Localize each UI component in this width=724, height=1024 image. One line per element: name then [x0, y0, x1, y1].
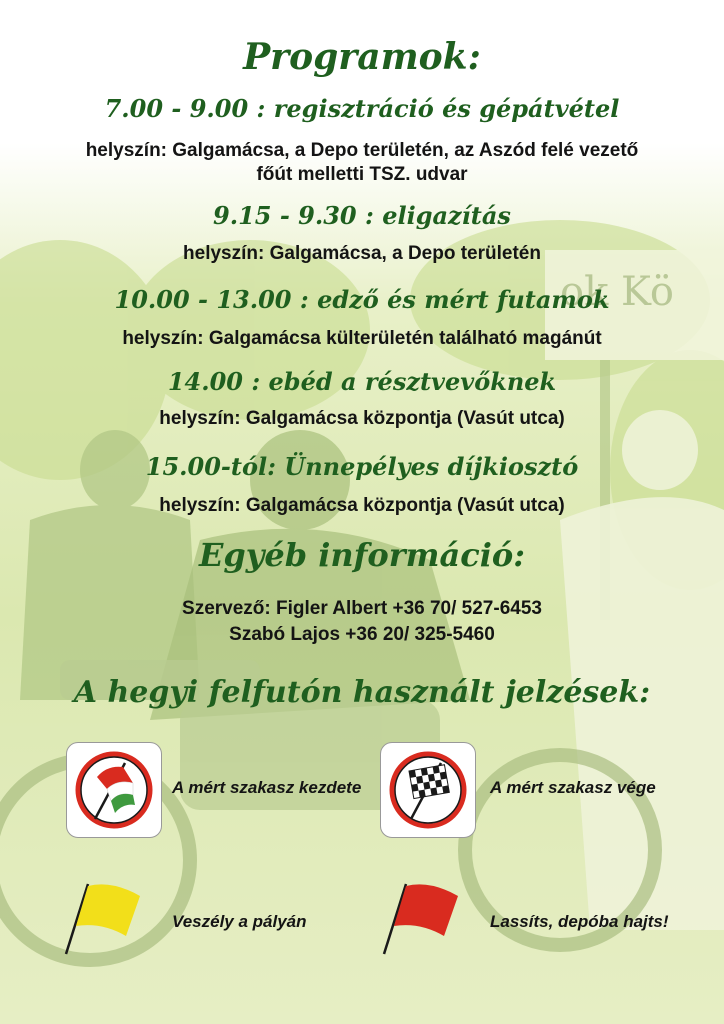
red-flag-icon — [380, 880, 462, 958]
schedule-place-4: helyszín: Galgamácsa központja (Vasút utca) — [159, 408, 565, 429]
sign-danger-label: Veszély a pályán — [172, 912, 307, 931]
schedule-place-1-line2: főút melletti TSZ. udvar — [256, 164, 468, 185]
page-title: Programok: — [243, 36, 481, 78]
info-heading: Egyéb információ: — [198, 536, 525, 574]
schedule-place-3: helyszín: Galgamácsa külterületén található magánút — [122, 328, 602, 349]
signals-heading: A hegyi felfutón használt jelzések: — [73, 675, 651, 710]
sign-start — [66, 742, 162, 838]
schedule-time-1: 7.00 - 9.00 : regisztráció és gépátvétel — [104, 94, 620, 123]
schedule-time-4: 14.00 : ebéd a résztvevőknek — [167, 367, 557, 396]
organizer-contact: Szervező: Figler Albert +36 70/ 527-6453 — [182, 598, 542, 619]
second-contact: Szabó Lajos +36 20/ 325-5460 — [229, 624, 495, 645]
hungarian-flag-sign-icon — [67, 743, 161, 837]
schedule-place-2: helyszín: Galgamácsa, a Depo területén — [183, 243, 541, 264]
schedule-time-3: 10.00 - 13.00 : edző és mért futamok — [114, 285, 610, 314]
yellow-flag-icon — [62, 880, 144, 958]
background-sign-text: ok Kö — [560, 269, 674, 315]
schedule-place-1-line1: helyszín: Galgamácsa, a Depo területén, az Aszód felé vezető — [85, 140, 639, 161]
sign-end — [380, 742, 476, 838]
schedule-time-2: 9.15 - 9.30 : eligazítás — [213, 201, 511, 230]
sign-end-label: A mért szakasz vége — [490, 778, 656, 797]
schedule-place-5: helyszín: Galgamácsa központja (Vasút utca) — [159, 495, 565, 516]
sign-start-label: A mért szakasz kezdete — [172, 778, 362, 797]
sign-pit-label: Lassíts, depóba hajts! — [490, 912, 669, 931]
schedule-time-5: 15.00-tól: Ünnepélyes díjkiosztó — [145, 452, 579, 481]
checkered-flag-sign-icon — [381, 743, 475, 837]
